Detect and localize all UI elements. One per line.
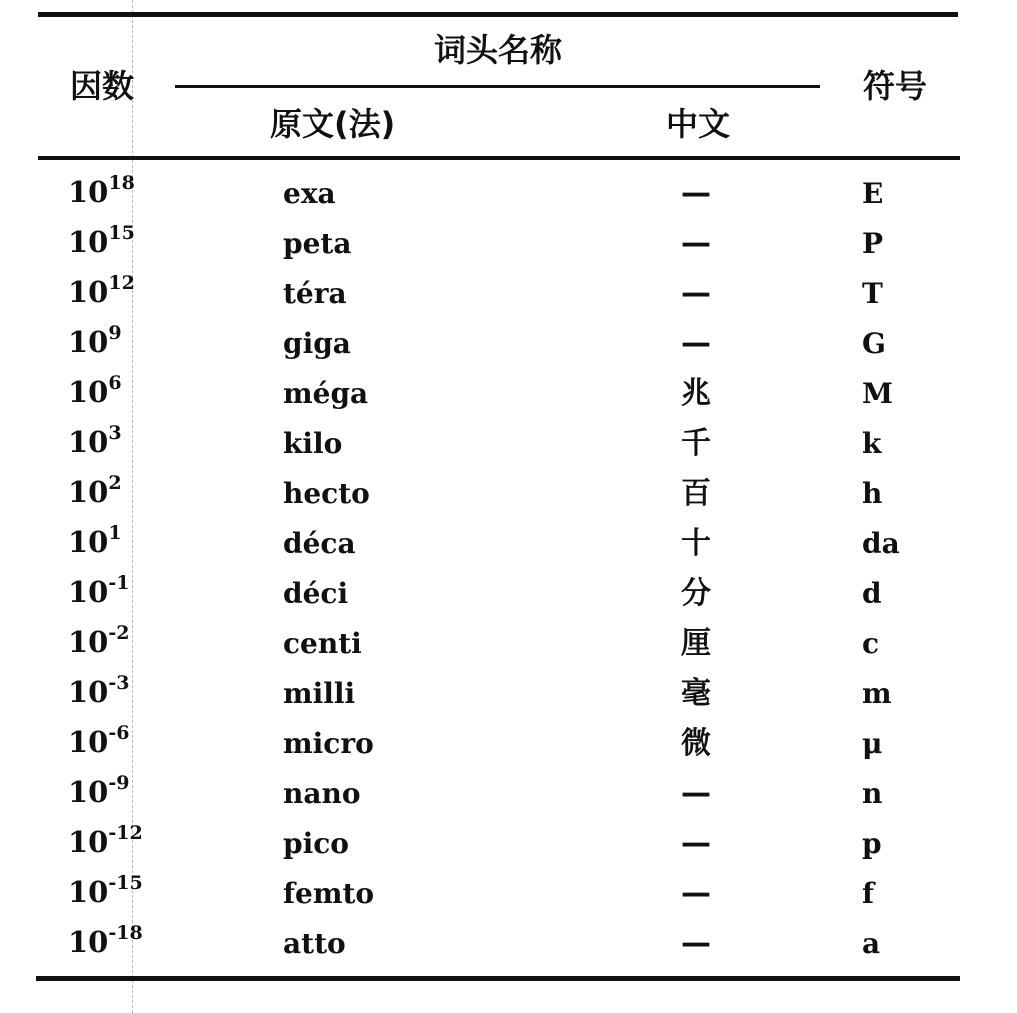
factor-base: 10 <box>68 675 109 709</box>
symbol-cell: m <box>862 677 892 710</box>
factor-cell <box>68 622 130 659</box>
chinese-name-cell: 厘 <box>681 626 711 661</box>
original-name-cell: méga <box>283 377 369 410</box>
factor-base: 10 <box>68 325 109 359</box>
factor-cell <box>68 372 122 409</box>
factor-base: 10 <box>68 625 109 659</box>
factor-exponent: 9 <box>108 322 122 345</box>
factor-cell <box>68 222 135 259</box>
factor-exponent: -18 <box>108 922 143 945</box>
factor-exponent: 2 <box>108 472 122 495</box>
factor-exponent: 12 <box>108 272 135 295</box>
factor-base: 10 <box>68 275 109 309</box>
factor-cell <box>68 522 122 559</box>
symbol-cell: p <box>862 827 882 860</box>
original-name-cell: hecto <box>283 477 370 510</box>
chinese-name-cell: 十 <box>681 526 711 561</box>
chinese-name-cell: 兆 <box>681 376 711 411</box>
original-name-cell: téra <box>283 277 347 310</box>
original-name-cell: déci <box>283 577 349 610</box>
chinese-name-cell: — <box>681 876 711 911</box>
factor-cell <box>68 322 122 359</box>
chinese-name-cell: 微 <box>681 726 711 761</box>
factor-base: 10 <box>68 925 109 959</box>
original-name-cell: milli <box>283 677 356 710</box>
factor-cell <box>68 872 143 909</box>
symbol-cell: n <box>862 777 883 810</box>
symbol-cell: E <box>862 177 884 210</box>
chinese-name-cell: — <box>681 826 711 861</box>
factor-cell <box>68 722 130 759</box>
original-name-cell: micro <box>283 727 374 760</box>
original-name-cell: giga <box>283 327 351 360</box>
original-name-cell: pico <box>283 827 349 860</box>
header-prefix-name: 词头名称 <box>434 31 563 69</box>
factor-exponent: -3 <box>108 672 130 695</box>
symbol-cell: T <box>862 277 883 310</box>
scan-fold-line <box>132 0 133 1013</box>
original-name-cell: centi <box>283 627 362 660</box>
factor-exponent: 18 <box>108 172 135 195</box>
symbol-cell: d <box>862 577 882 610</box>
original-name-cell: nano <box>283 777 361 810</box>
factor-base: 10 <box>68 825 109 859</box>
chinese-name-cell: — <box>681 226 711 261</box>
symbol-cell: M <box>862 377 893 410</box>
symbol-cell: f <box>862 877 875 910</box>
original-name-cell: femto <box>283 877 375 910</box>
factor-base: 10 <box>68 575 109 609</box>
original-name-cell: exa <box>283 177 336 210</box>
header-chinese: 中文 <box>666 105 731 143</box>
top-rule <box>38 12 958 17</box>
factor-base: 10 <box>68 475 109 509</box>
original-name-cell: déca <box>283 527 356 560</box>
factor-exponent: -12 <box>108 822 143 845</box>
factor-exponent: -9 <box>108 772 130 795</box>
chinese-name-cell: 分 <box>681 576 711 611</box>
chinese-name-cell: 百 <box>681 476 711 511</box>
symbol-cell: h <box>862 477 883 510</box>
chinese-name-cell: — <box>681 176 711 211</box>
factor-exponent: -6 <box>108 722 130 745</box>
factor-exponent: 15 <box>108 222 135 245</box>
symbol-cell: P <box>862 227 884 260</box>
factor-cell <box>68 272 135 309</box>
symbol-cell: μ <box>862 727 883 760</box>
header-divider <box>175 85 820 88</box>
factor-exponent: 3 <box>108 422 122 445</box>
symbol-cell: k <box>862 427 882 460</box>
chinese-name-cell: — <box>681 326 711 361</box>
header-symbol: 符号 <box>863 67 928 105</box>
factor-cell <box>68 672 130 709</box>
original-name-cell: atto <box>283 927 346 960</box>
header-factor: 因数 <box>70 67 135 105</box>
chinese-name-cell: — <box>681 776 711 811</box>
factor-cell <box>68 172 135 209</box>
factor-base: 10 <box>68 875 109 909</box>
factor-cell <box>68 922 143 959</box>
factor-cell <box>68 772 130 809</box>
factor-base: 10 <box>68 425 109 459</box>
chinese-name-cell: 毫 <box>681 676 711 711</box>
chinese-name-cell: — <box>681 926 711 961</box>
factor-exponent: 6 <box>108 372 122 395</box>
factor-exponent: 1 <box>108 522 122 545</box>
factor-exponent: -1 <box>108 572 130 595</box>
original-name-cell: kilo <box>283 427 343 460</box>
factor-base: 10 <box>68 225 109 259</box>
bottom-rule <box>36 976 960 981</box>
symbol-cell: c <box>862 627 880 660</box>
factor-base: 10 <box>68 725 109 759</box>
factor-base: 10 <box>68 175 109 209</box>
symbol-cell: G <box>862 327 886 360</box>
factor-cell <box>68 422 122 459</box>
header-bottom-rule <box>38 156 960 160</box>
chinese-name-cell: — <box>681 276 711 311</box>
factor-base: 10 <box>68 375 109 409</box>
factor-cell <box>68 572 130 609</box>
symbol-cell: da <box>862 527 900 560</box>
factor-base: 10 <box>68 525 109 559</box>
original-name-cell: peta <box>283 227 352 260</box>
factor-base: 10 <box>68 775 109 809</box>
factor-cell <box>68 472 122 509</box>
symbol-cell: a <box>862 927 881 960</box>
chinese-name-cell: 千 <box>681 426 711 461</box>
factor-exponent: -15 <box>108 872 143 895</box>
header-original: 原文(法) <box>270 105 396 143</box>
factor-cell <box>68 822 143 859</box>
factor-exponent: -2 <box>108 622 130 645</box>
